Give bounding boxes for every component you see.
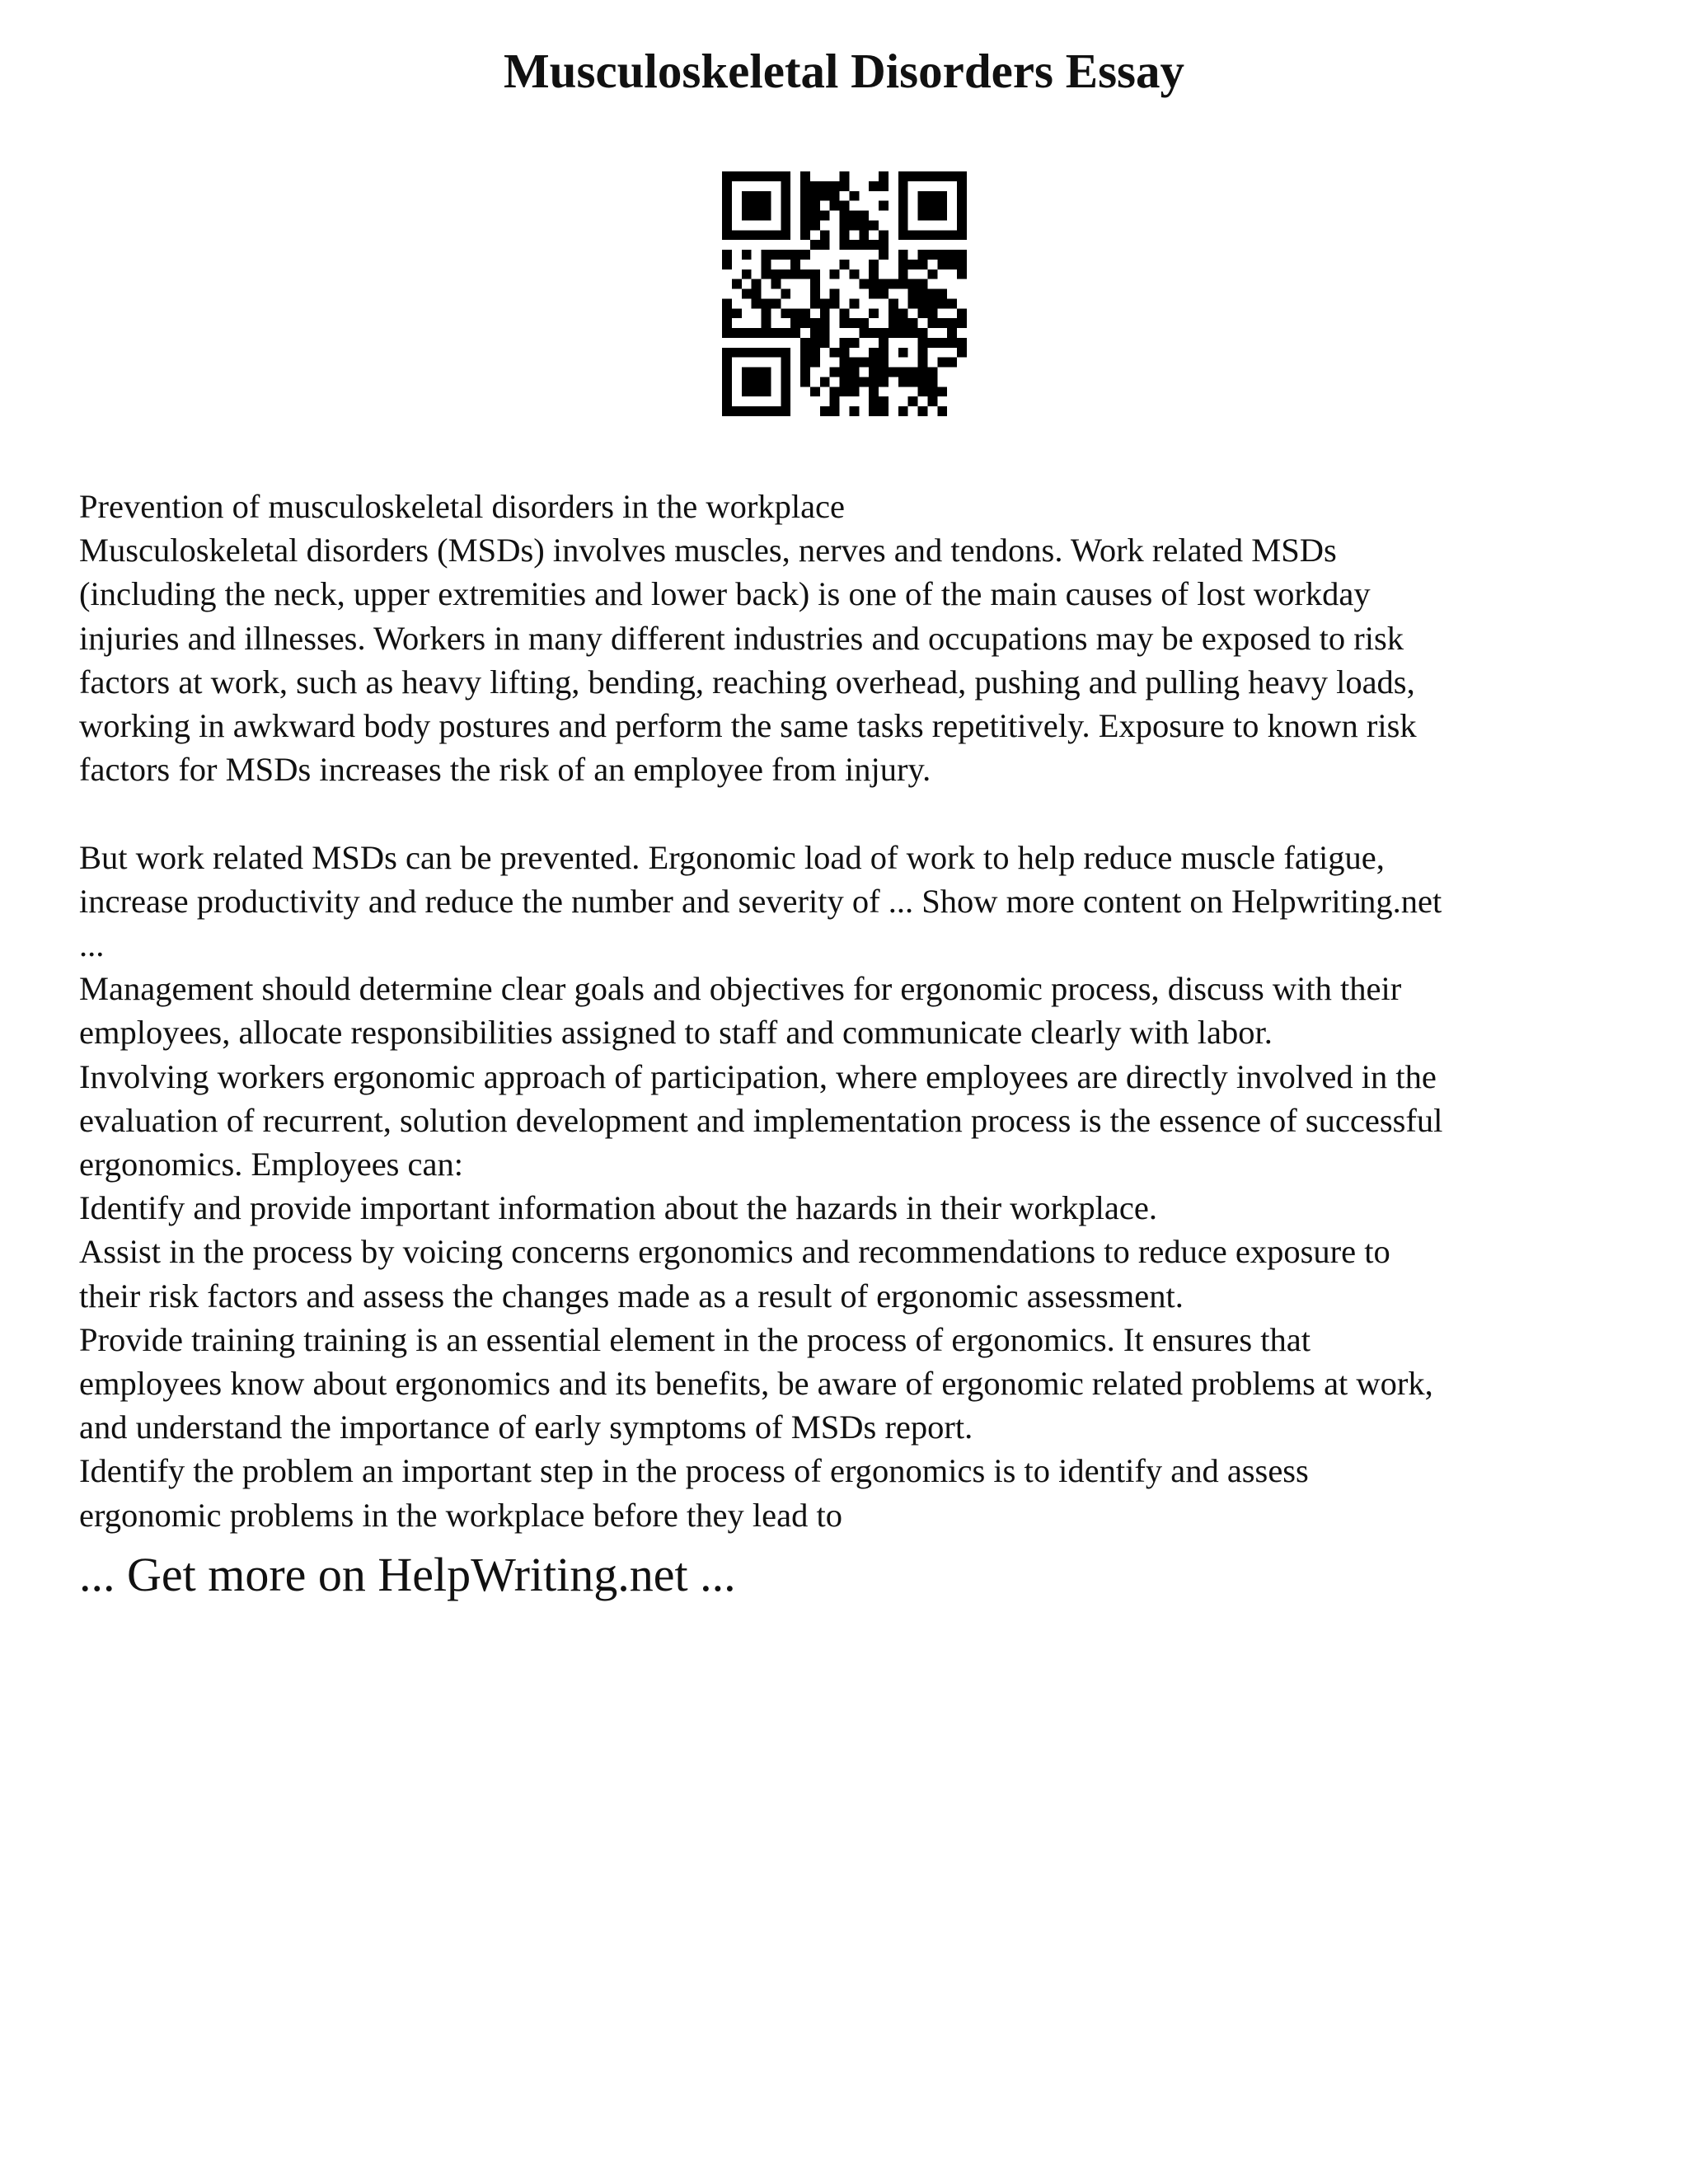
text-line: ergonomic problems in the workplace before they lead to xyxy=(79,1496,842,1534)
text-line: Prevention of musculoskeletal disorders in the workplace xyxy=(79,488,846,525)
paragraph-2 xyxy=(79,836,1645,1537)
text-line: ergonomics. Employees can: xyxy=(79,1146,464,1183)
text-line: But work related MSDs can be prevented. Ergonomic load of work to help reduce muscle fatigue, xyxy=(79,838,1385,876)
text-line: working in awkward body postures and perform the same tasks repetitively. Exposure to known risk xyxy=(79,707,1417,745)
text-line: (including the neck, upper extremities and lower back) is one of the main causes of lost workday xyxy=(79,575,1371,613)
paragraph-1 xyxy=(79,485,1645,791)
text-line: factors for MSDs increases the risk of an employee from injury. xyxy=(79,751,931,789)
text-line: Involving workers ergonomic approach of participation, where employees are directly involved in the xyxy=(79,1057,1437,1095)
text-line: factors at work, such as heavy lifting, bending, reaching overhead, pushing and pulling heavy loads, xyxy=(79,663,1415,701)
page-title: Musculoskeletal Disorders Essay xyxy=(504,44,1184,98)
get-more-link[interactable]: ... Get more on HelpWriting.net ... xyxy=(79,1548,736,1601)
text-line: Identify and provide important information about the hazards in their workplace. xyxy=(79,1189,1157,1227)
text-line: evaluation of recurrent, solution development and implementation process is the essence of successful xyxy=(79,1101,1443,1139)
text-line: and understand the importance of early symptoms of MSDs report. xyxy=(79,1408,973,1446)
essay-body xyxy=(79,485,1645,1537)
paragraph-break xyxy=(79,791,1645,835)
text-line: their risk factors and assess the changes made as a result of ergonomic assessment. xyxy=(79,1277,1184,1315)
text-line: ... xyxy=(79,926,105,964)
text-line: employees, allocate responsibilities assigned to staff and communicate clearly with labor. xyxy=(79,1014,1273,1052)
text-line: increase productivity and reduce the number and severity of ... Show more content on Helpwriting.net xyxy=(79,882,1442,920)
text-line: Provide training training is an essential element in the process of ergonomics. It ensures that xyxy=(79,1320,1311,1358)
text-line: employees know about ergonomics and its benefits, be aware of ergonomic related problems at work, xyxy=(79,1365,1433,1403)
text-line: Musculoskeletal disorders (MSDs) involves muscles, nerves and tendons. Work related MSDs xyxy=(79,532,1337,569)
text-line: Assist in the process by voicing concerns ergonomics and recommendations to reduce exposure to xyxy=(79,1233,1390,1271)
text-line: Management should determine clear goals and objectives for ergonomic process, discuss with their xyxy=(79,970,1402,1008)
text-line: Identify the problem an important step in the process of ergonomics is to identify and assess xyxy=(79,1452,1309,1490)
qr-code-icon xyxy=(722,171,967,416)
text-line: injuries and illnesses. Workers in many different industries and occupations may be exposed to risk xyxy=(79,619,1404,657)
